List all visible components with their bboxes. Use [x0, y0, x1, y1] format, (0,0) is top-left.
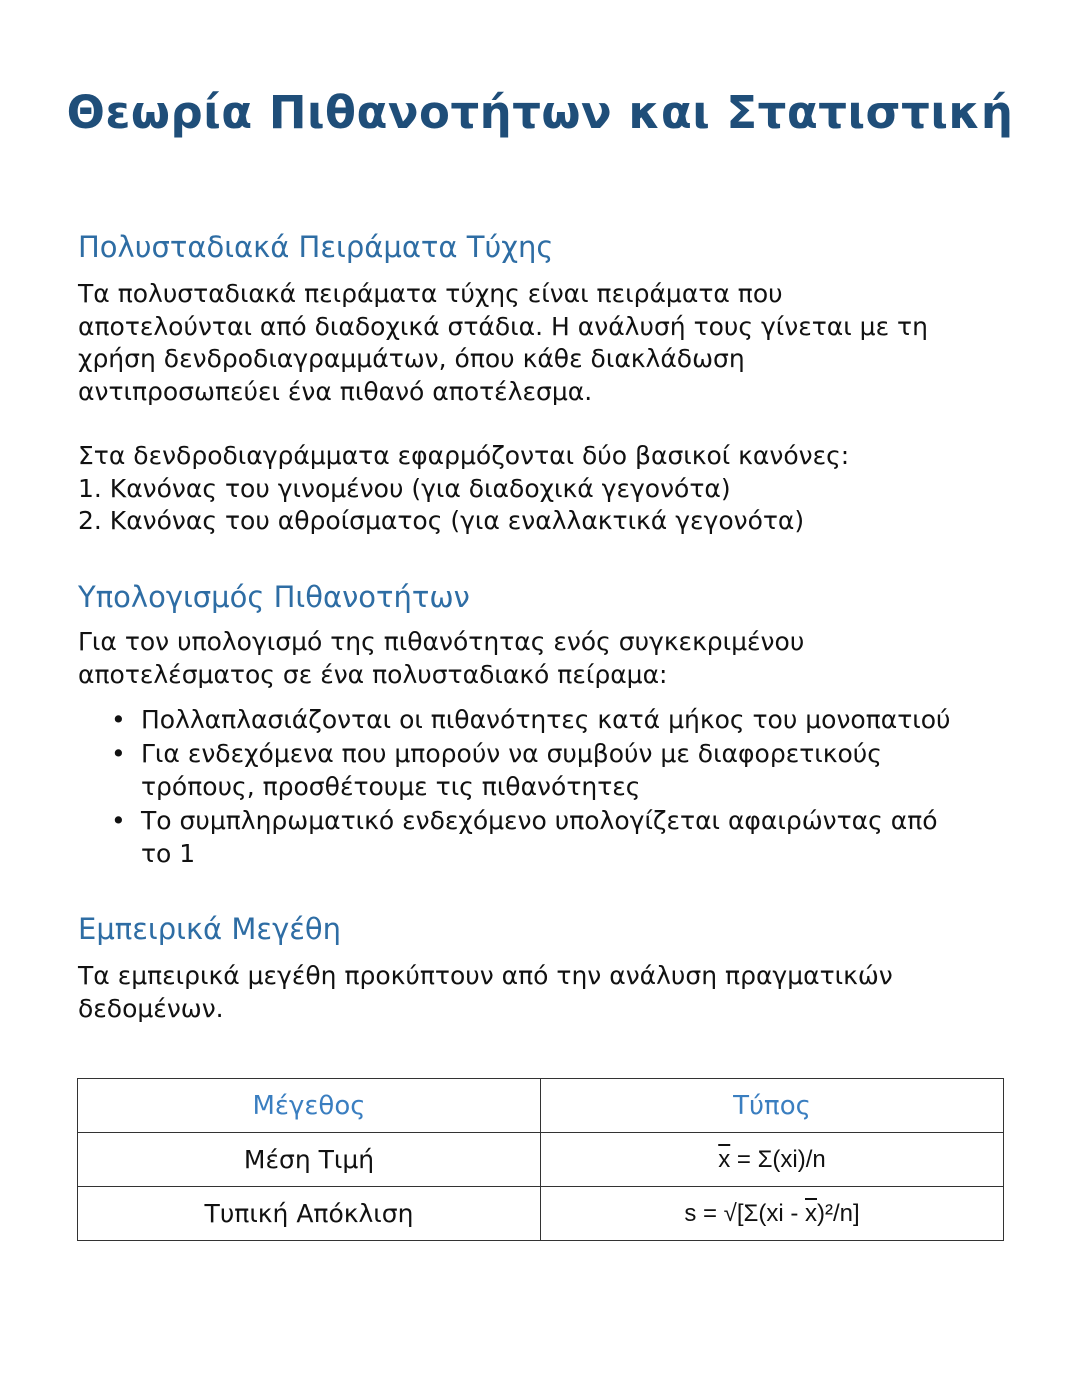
paragraph-line: Για τον υπολογισμό της πιθανότητας ενός συγκεκριμένου: [78, 627, 805, 656]
paragraph-line: Στα δενδροδιαγράμματα εφαρμόζονται δύο βασικοί κανόνες:: [78, 441, 850, 470]
section-paragraph-calculation-intro: [78, 626, 1008, 691]
section-heading-multistage-experiments: Πολυσταδιακά Πειράματα Τύχης: [78, 230, 554, 264]
formula-text: = Σ(xi)/n: [730, 1145, 826, 1173]
x-bar-symbol: $\overline{x}$: [718, 1145, 731, 1173]
list-item-text: το 1: [141, 839, 196, 868]
table-cell-quantity: Τυπική Απόκλιση: [78, 1187, 541, 1241]
table-header-quantity: Μέγεθος: [78, 1079, 541, 1133]
list-item-text: Το συμπληρωματικό ενδεχόμενο υπολογίζεται αφαιρώντας από: [141, 805, 938, 835]
document-title: Θεωρία Πιθανοτήτων και Στατιστική: [66, 86, 1014, 139]
table-cell-formula-mean: [541, 1133, 1004, 1187]
empirical-quantities-table: [77, 1078, 1004, 1241]
rule-item-sum: 2. Κανόνας του αθροίσματος (για εναλλακτικά γεγονότα): [78, 506, 805, 535]
bullet-icon: •: [111, 738, 126, 768]
bullet-icon: •: [111, 805, 126, 835]
list-item: [108, 703, 1008, 737]
table-header-row: [78, 1079, 1004, 1133]
section-paragraph-tree-rules: [78, 440, 1008, 538]
table-row: [78, 1133, 1004, 1187]
paragraph-line: χρήση δενδροδιαγραμμάτων, όπου κάθε διακλάδωση: [78, 344, 745, 373]
rule-item-product: 1. Κανόνας του γινομένου (για διαδοχικά γεγονότα): [78, 473, 731, 503]
x-bar-symbol: $\overline{x}$: [805, 1199, 817, 1227]
list-item-text: Για ενδεχόμενα που μπορούν να συμβούν με διαφορετικούς: [141, 738, 882, 768]
paragraph-line: Τα πολυσταδιακά πειράματα τύχης είναι πειράματα που: [78, 279, 783, 308]
section-heading-probability-calculation: Υπολογισμός Πιθανοτήτων: [78, 580, 470, 614]
paragraph-line: δεδομένων.: [78, 993, 224, 1023]
list-item: [108, 804, 1008, 871]
section-paragraph-empirical-intro: [78, 960, 1008, 1025]
paragraph-line: Τα εμπειρικά μεγέθη προκύπτουν από την ανάλυση πραγματικών: [78, 961, 893, 990]
paragraph-line: αντιπροσωπεύει ένα πιθανό αποτέλεσμα.: [78, 376, 593, 406]
formula-text: )²/n]: [817, 1199, 860, 1227]
paragraph-line: αποτελούνται από διαδοχικά στάδια. Η ανάλυσή τους γίνεται με τη: [78, 311, 928, 341]
section-heading-empirical-quantities: Εμπειρικά Μεγέθη: [78, 912, 342, 946]
table-cell-formula-std-dev: [541, 1187, 1004, 1241]
table-row: [78, 1187, 1004, 1241]
list-item-text: τρόπους, προσθέτουμε τις πιθανότητες: [141, 772, 641, 801]
bullet-icon: •: [111, 705, 126, 734]
formula-text: s = √[Σ(xi -: [684, 1199, 805, 1227]
paragraph-line: αποτελέσματος σε ένα πολυσταδιακό πείραμα:: [78, 659, 668, 689]
list-item-text: Πολλαπλασιάζονται οι πιθανότητες κατά μήκος του μονοπατιού: [141, 705, 951, 734]
table-header-formula: Τύπος: [541, 1079, 1004, 1133]
bullet-list: [108, 703, 1008, 871]
list-item: [108, 737, 1008, 804]
section-paragraph-multistage-intro: [78, 278, 1008, 408]
table-cell-quantity: Μέση Τιμή: [78, 1133, 541, 1187]
